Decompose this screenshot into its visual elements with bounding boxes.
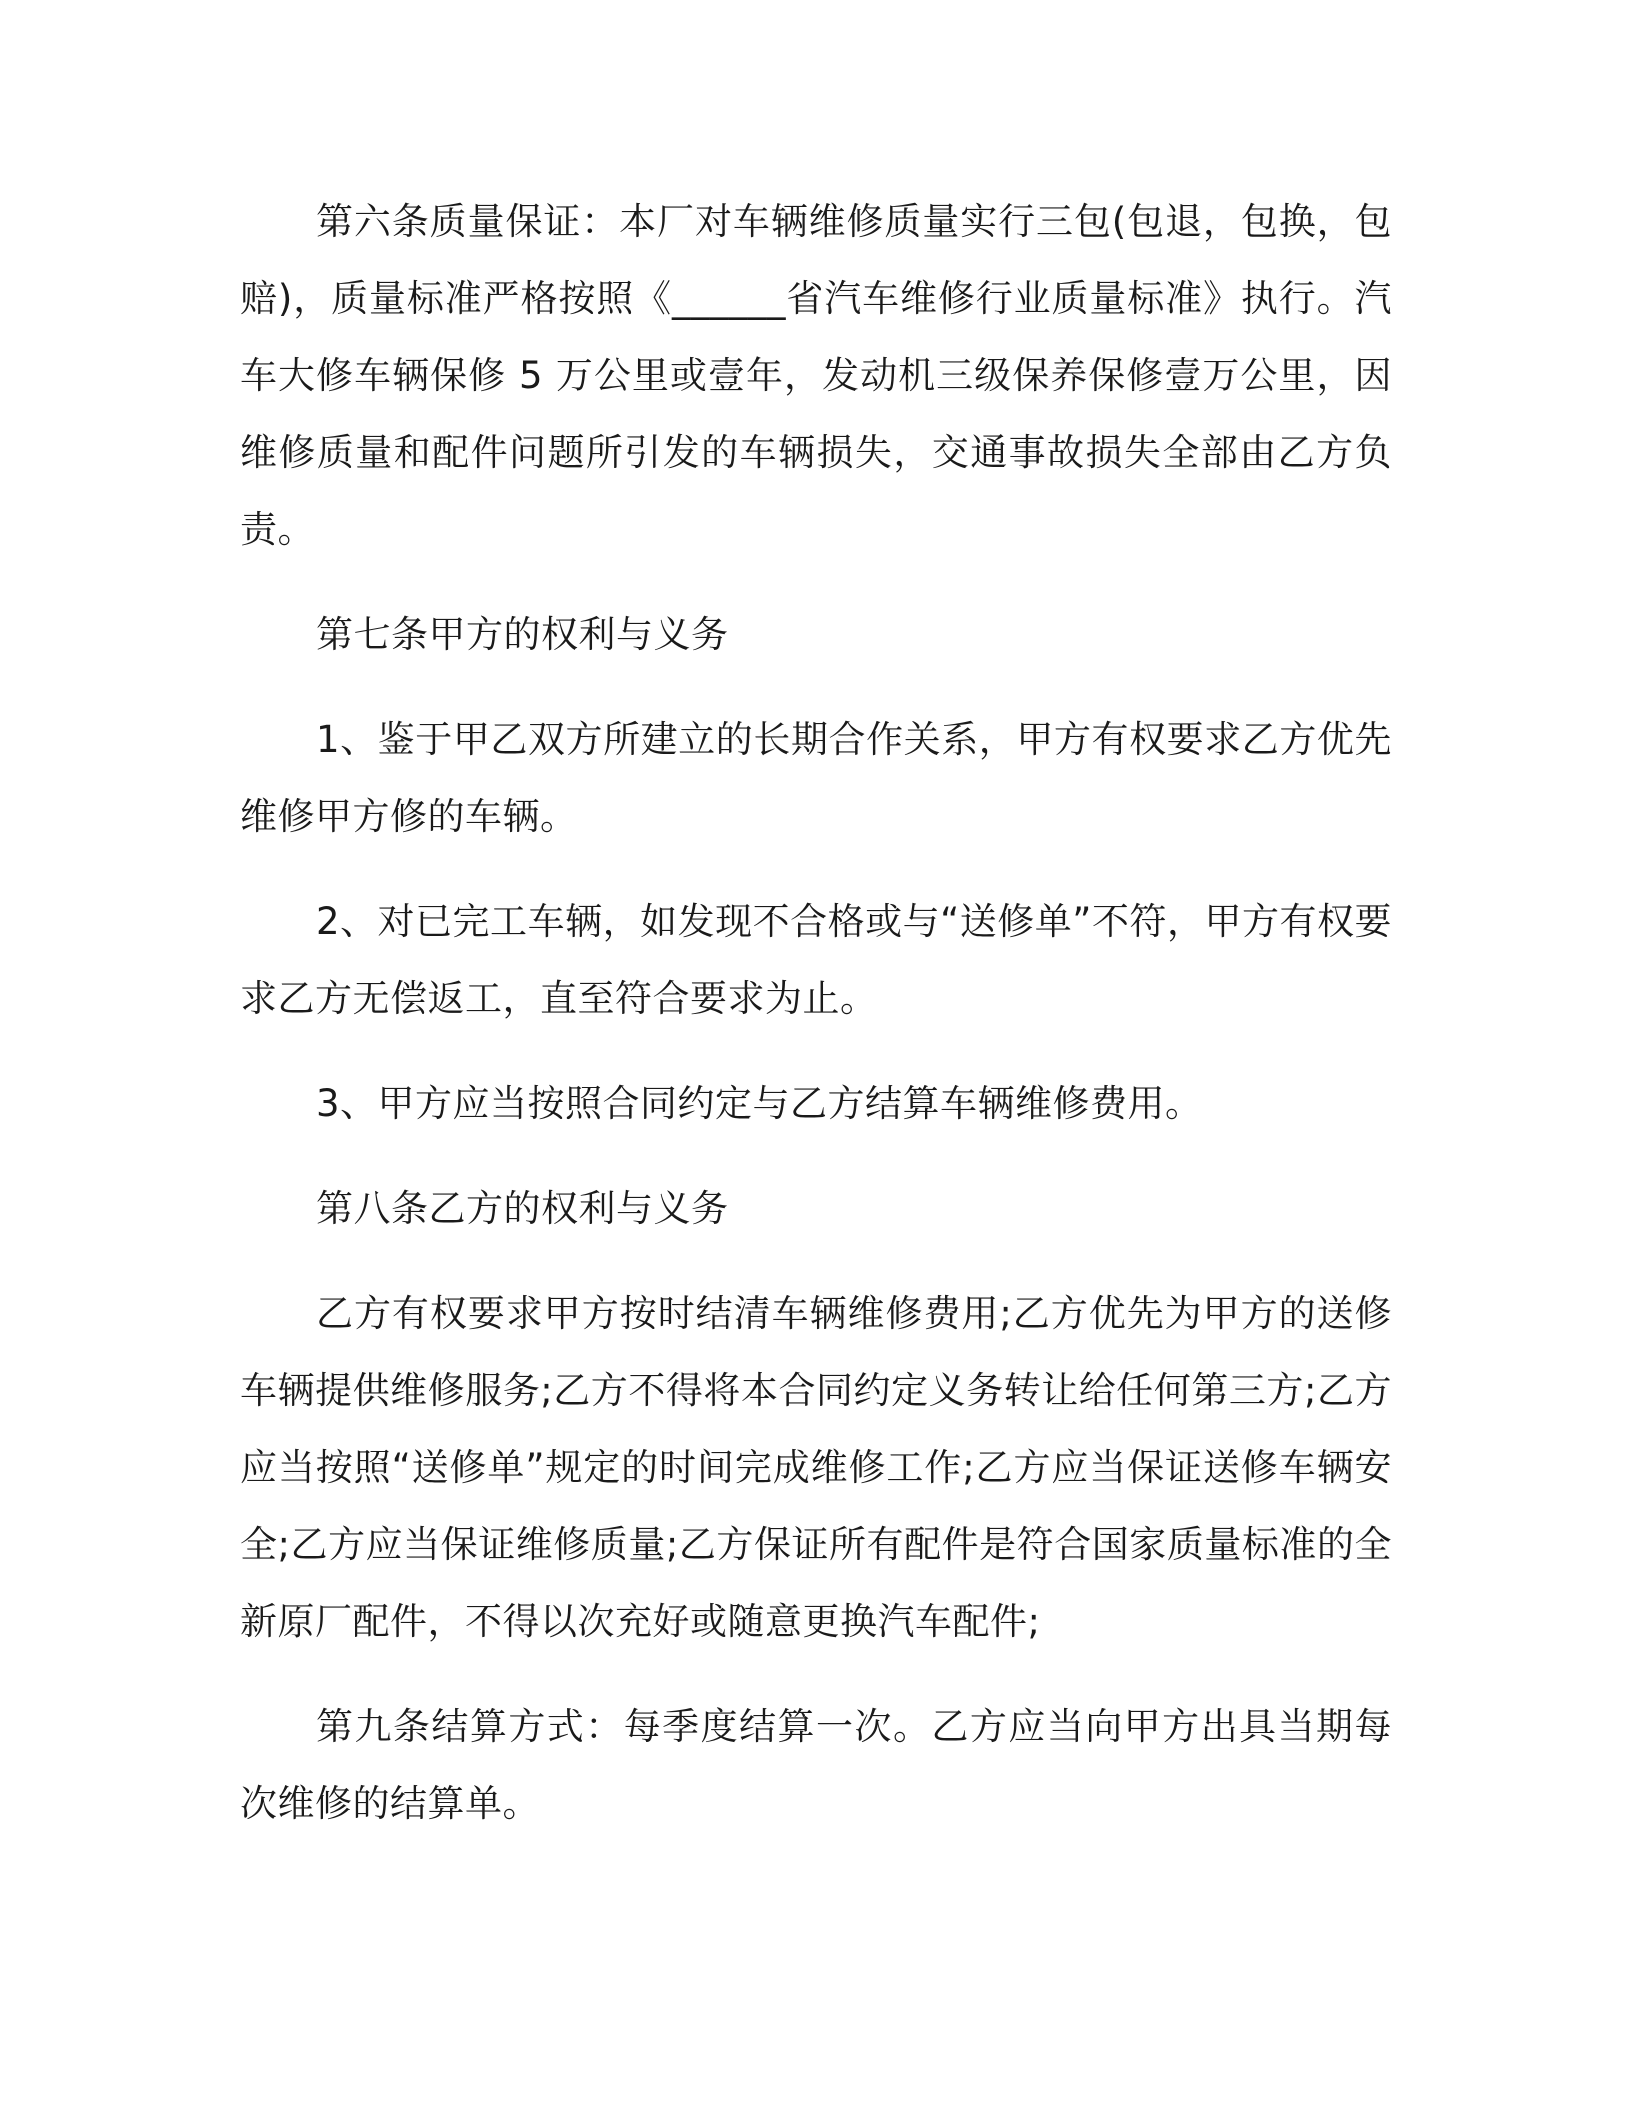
- article-6-quality-guarantee: 第六条质量保证：本厂对车辆维修质量实行三包(包退，包换，包赔)，质量标准严格按照《______省汽车维修行业质量标准》执行。汽车大修车辆保修 5 万公里或壹年，发动机三级保养保修壹万公里，因维修质量和配件问题所引发的车辆损失，交通事故损失全部由乙方负责。: [240, 200, 1392, 551]
- article-7-item-1: 1、鉴于甲乙双方所建立的长期合作关系，甲方有权要求乙方优先维修甲方修的车辆。: [240, 718, 1392, 838]
- article-8-heading: 第八条乙方的权利与义务: [316, 1187, 729, 1230]
- article-7-item-3: 3、甲方应当按照合同约定与乙方结算车辆维修费用。: [316, 1082, 1203, 1125]
- article-7-item-2: 2、对已完工车辆，如发现不合格或与“送修单”不符，甲方有权要求乙方无偿返工，直至符合要求为止。: [240, 900, 1392, 1020]
- article-7-heading: 第七条甲方的权利与义务: [316, 613, 729, 656]
- article-8-body: 乙方有权要求甲方按时结清车辆维修费用;乙方优先为甲方的送修车辆提供维修服务;乙方不得将本合同约定义务转让给任何第三方;乙方应当按照“送修单”规定的时间完成维修工作;乙方应当保证送修车辆安全;乙方应当保证维修质量;乙方保证所有配件是符合国家质量标准的全新原厂配件，不得以次充好或随意更换汽车配件;: [240, 1292, 1392, 1643]
- document-body: [240, 183, 1392, 1870]
- article-9-settlement: 第九条结算方式：每季度结算一次。乙方应当向甲方出具当期每次维修的结算单。: [240, 1705, 1392, 1825]
